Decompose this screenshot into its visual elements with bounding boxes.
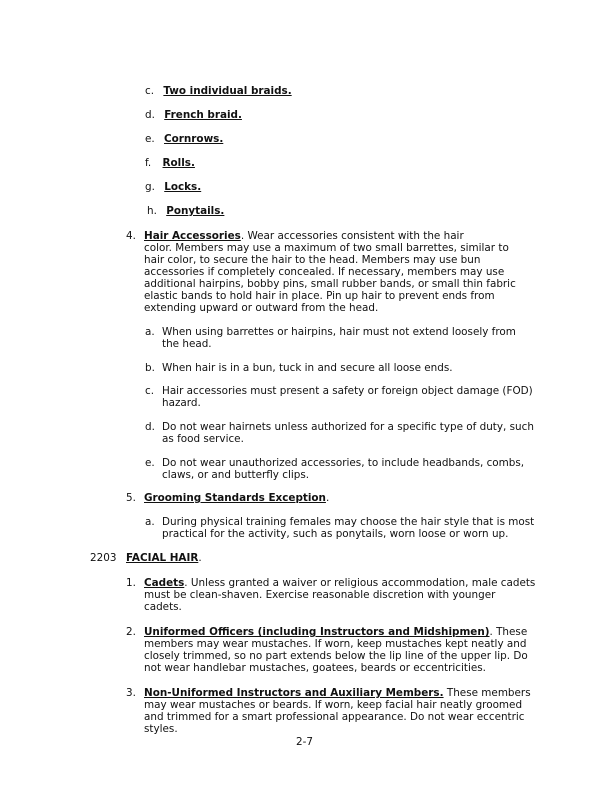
paragraph-line: cadets. (144, 601, 182, 613)
item-number: 2. (126, 626, 136, 638)
list-item (147, 205, 224, 218)
text-run: . Unless granted a waiver or religious accommodation, male cadets (184, 577, 536, 589)
subitem-letter: a. (145, 516, 155, 528)
paragraph-line: members may wear mustaches. If worn, keep mustaches kept neatly and (144, 638, 527, 650)
paragraph-line: styles. (144, 723, 178, 735)
paragraph-line: When using barrettes or hairpins, hair must not extend loosely from (162, 326, 516, 338)
paragraph-line: as food service. (162, 433, 244, 445)
page-number: 2-7 (296, 736, 313, 748)
item-title: Cadets (144, 577, 185, 589)
paragraph-line: must be clean-shaven. Exercise reasonable discretion with younger (144, 589, 496, 601)
paragraph-line (144, 687, 531, 700)
paragraph-line: When hair is in a bun, tuck in and secure all loose ends. (162, 362, 453, 374)
text-run: . (325, 492, 330, 504)
paragraph-line: color. Members may use a maximum of two small barrettes, similar to (144, 242, 509, 254)
item-title: Two individual braids. (163, 85, 292, 97)
paragraph-line: additional hairpins, bobby pins, small rubber bands, or small thin fabric (144, 278, 516, 290)
paragraph-line: extending upward or outward from the head. (144, 302, 379, 314)
paragraph-line: and trimmed for a smart professional appearance. Do not wear eccentric (144, 711, 525, 723)
item-title: Cornrows. (164, 133, 224, 145)
paragraph-line: not wear handlebar mustaches, goatees, beards or eccentricities. (144, 662, 486, 674)
list-item (145, 109, 242, 122)
item-title: Ponytails. (166, 205, 225, 217)
text-run: . These (489, 626, 528, 638)
item-title: French braid. (164, 109, 242, 121)
paragraph-line: the head. (162, 338, 212, 350)
paragraph-line: accessories if completely concealed. If necessary, members may use (144, 266, 505, 278)
list-item (145, 157, 195, 170)
paragraph-line: elastic bands to hold hair in place. Pin up hair to prevent ends from (144, 290, 495, 302)
item-letter: e. (145, 133, 155, 145)
item-number: 1. (126, 577, 136, 589)
list-item (145, 133, 223, 146)
paragraph-line: practical for the activity, such as ponytails, worn loose or worn up. (162, 528, 509, 540)
section-number: 2203 (90, 552, 117, 564)
paragraph-line: closely trimmed, so no part extends below the lip line of the upper lip. Do (144, 650, 528, 662)
paragraph-line (144, 577, 535, 590)
section-heading (126, 552, 202, 565)
paragraph-line: hair color, to secure the hair to the head. Members may use bun (144, 254, 481, 266)
item-number: 3. (126, 687, 136, 699)
item-letter: d. (145, 109, 155, 121)
item-title: Locks. (164, 181, 202, 193)
item-letter: h. (147, 205, 157, 217)
item-number: 4. (126, 230, 136, 242)
subitem-letter: c. (145, 385, 155, 397)
paragraph-line (144, 492, 329, 505)
list-item (145, 181, 201, 194)
paragraph-line (144, 230, 464, 243)
item-number: 5. (126, 492, 136, 504)
item-letter: c. (145, 85, 155, 97)
text-run: . Wear accessories consistent with the hair (240, 230, 464, 242)
item-title: Hair Accessories (144, 230, 241, 242)
paragraph-line: may wear mustaches or beards. If worn, keep facial hair neatly groomed (144, 699, 523, 711)
paragraph-line: Hair accessories must present a safety or foreign object damage (FOD) (162, 385, 533, 397)
item-letter: g. (145, 181, 155, 193)
subitem-letter: e. (145, 457, 155, 469)
text-run: . (198, 552, 202, 564)
subitem-letter: a. (145, 326, 155, 338)
item-title: Grooming Standards Exception (144, 492, 326, 504)
subitem-letter: d. (145, 421, 155, 433)
item-title: Uniformed Officers (including Instructors and Midshipmen) (144, 626, 490, 638)
paragraph-line: claws, or and butterfly clips. (162, 469, 310, 481)
paragraph-line (144, 626, 527, 639)
item-title: Non-Uniformed Instructors and Auxiliary Members. (144, 687, 444, 699)
paragraph-line: Do not wear hairnets unless authorized for a specific type of duty, such (162, 421, 534, 433)
item-title: Rolls. (162, 157, 195, 169)
item-letter: f. (145, 157, 152, 169)
subitem-letter: b. (145, 362, 155, 374)
list-item (145, 85, 292, 98)
paragraph-line: Do not wear unauthorized accessories, to include headbands, combs, (162, 457, 525, 469)
paragraph-line: During physical training females may choose the hair style that is most (162, 516, 535, 528)
paragraph-line: hazard. (162, 397, 201, 409)
text-run: These members (443, 687, 531, 699)
section-title: FACIAL HAIR (126, 552, 199, 564)
